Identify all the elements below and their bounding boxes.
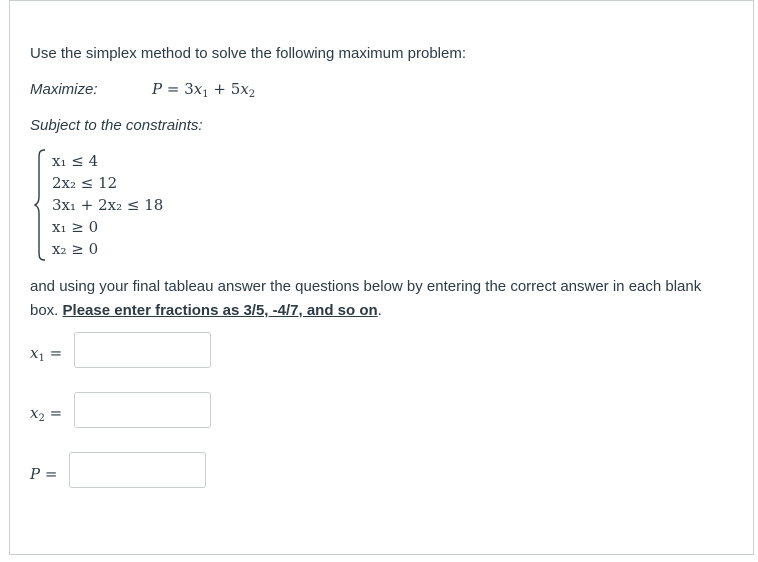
constraint-1: x₁ ≤ 4: [52, 152, 99, 170]
objective-coef-1: 3: [184, 80, 194, 98]
constraint-4: x₁ ≥ 0: [52, 218, 99, 236]
x2-eq: =: [49, 404, 63, 422]
objective-plus: +: [213, 80, 226, 98]
subject-to-label: Subject to the constraints:: [30, 117, 203, 134]
p-label: [30, 465, 57, 483]
objective-var-2: x: [240, 80, 249, 98]
instructions: [30, 275, 720, 323]
x1-label: [30, 344, 62, 364]
fraction-format-link[interactable]: Please enter fractions as 3/5, -4/7, and so on: [62, 302, 378, 319]
x2-sub: 2: [38, 413, 45, 424]
objective-eq: =: [166, 80, 180, 98]
maximize-label: Maximize:: [30, 81, 98, 98]
x1-answer-input[interactable]: [74, 332, 211, 368]
x2-label: [30, 404, 62, 424]
p-eq: =: [44, 465, 58, 483]
x1-sub: 1: [38, 353, 45, 364]
p-answer-input[interactable]: [69, 452, 206, 488]
instructions-end: .: [377, 302, 382, 319]
objective-lhs: P: [152, 80, 163, 98]
constraint-3: 3x₁ + 2x₂ ≤ 18: [52, 196, 164, 214]
constraint-5: x₂ ≥ 0: [52, 240, 99, 258]
left-brace-icon: [34, 149, 46, 261]
objective-function: [152, 80, 255, 100]
x2-answer-input[interactable]: [74, 392, 211, 428]
x1-eq: =: [49, 344, 63, 362]
x2-var: x: [30, 404, 39, 422]
objective-sub-1: 1: [202, 89, 209, 100]
objective-coef-2: 5: [230, 80, 241, 98]
intro-text: Use the simplex method to solve the following maximum problem:: [30, 45, 467, 62]
x1-var: x: [30, 344, 39, 362]
p-var: P: [30, 465, 41, 483]
constraint-2: 2x₂ ≤ 12: [52, 174, 118, 192]
objective-var-1: x: [193, 80, 203, 98]
objective-sub-2: 2: [248, 89, 256, 100]
instructions-text: and using your final tableau answer the questions below by entering the correct answer in each blank box.: [30, 278, 702, 319]
